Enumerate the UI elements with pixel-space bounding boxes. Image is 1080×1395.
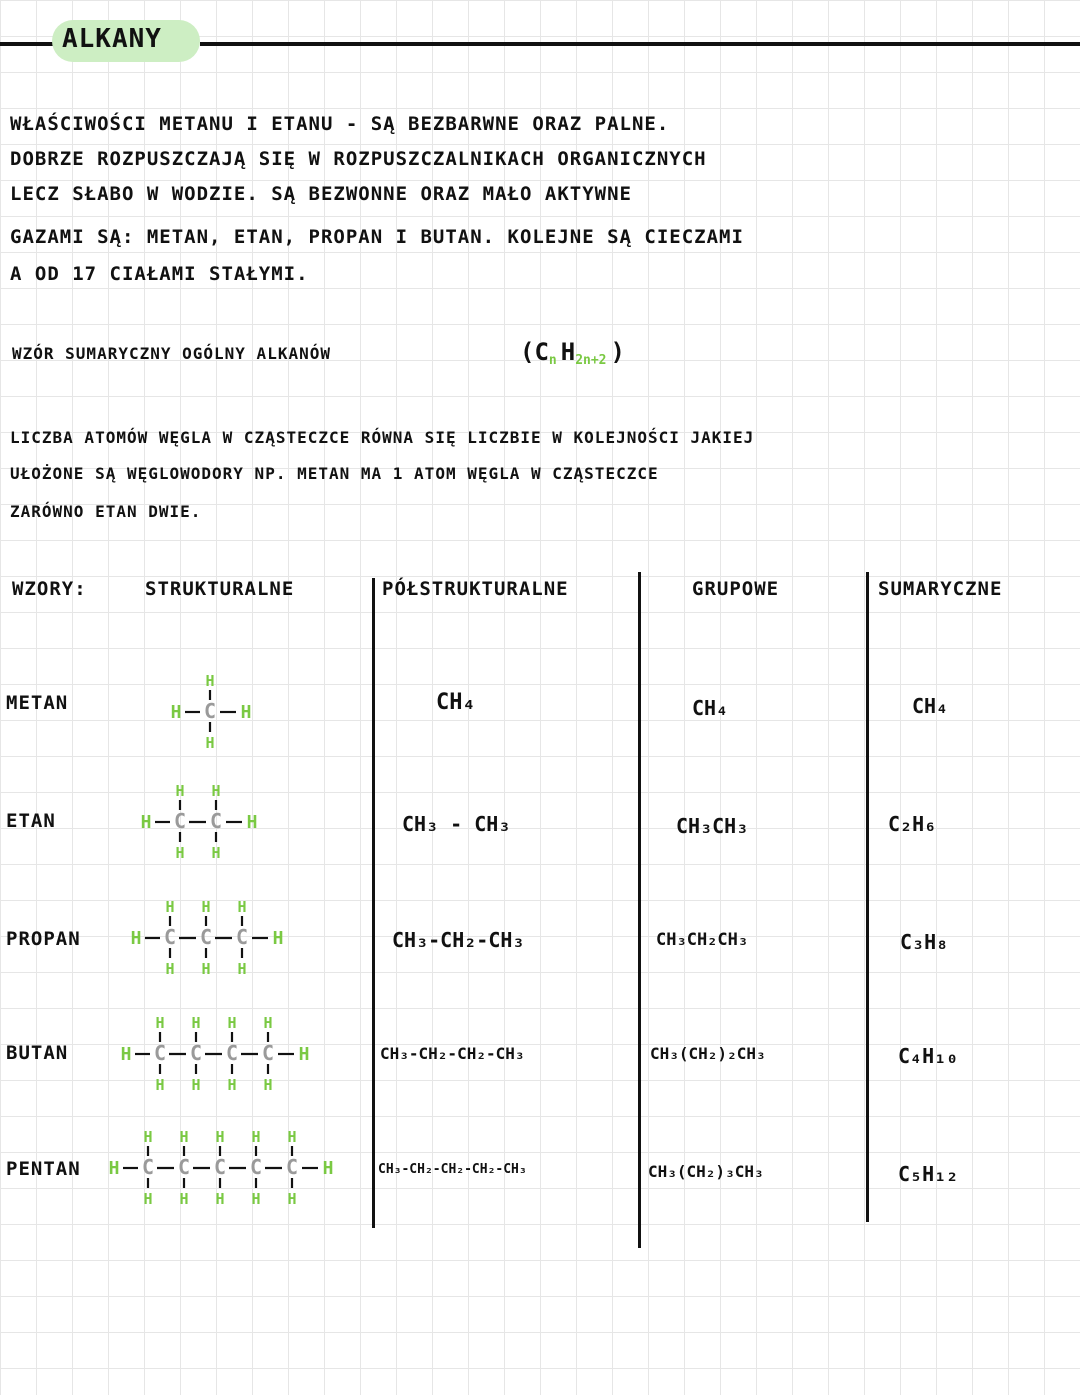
struct-2-h-left: H xyxy=(130,928,142,949)
struct-2-h-up-1: H xyxy=(201,898,211,916)
struct-2-h-down-0: H xyxy=(165,960,175,978)
struct-4-h-down-4: H xyxy=(287,1190,297,1208)
molecular-butan: C₄H₁₀ xyxy=(898,1044,959,1068)
struct-4-h-up-3: H xyxy=(251,1128,261,1146)
struct-4-h-down-0: H xyxy=(143,1190,153,1208)
properties-line-3: LECZ SŁABO W WODZIE. SĄ BEZWONNE ORAZ MAŁO AKTYWNE xyxy=(10,183,632,205)
header-group: GRUPOWE xyxy=(692,578,780,600)
group-etan: CH₃CH₃ xyxy=(676,814,749,838)
count-line-2: UŁOŻONE SĄ WĘGLOWODORY NP. METAN MA 1 ATOM WĘGLA W CZĄSTECZCE xyxy=(10,464,659,483)
row-label-pentan: PENTAN xyxy=(6,1158,81,1180)
group-metan: CH₄ xyxy=(692,696,729,720)
struct-2-c-2: C xyxy=(235,925,249,949)
semi-pentan: CH₃-CH₂-CH₂-CH₂-CH₃ xyxy=(378,1162,527,1177)
struct-3-h-up-2: H xyxy=(227,1014,237,1032)
struct-4-c-4: C xyxy=(285,1155,299,1179)
header-lead: WZORY: xyxy=(12,578,87,600)
struct-0-h-right: H xyxy=(240,702,252,723)
header-semi: PÓŁSTRUKTURALNE xyxy=(382,578,569,600)
struct-4-h-left: H xyxy=(108,1158,120,1179)
properties-line-4: GAZAMI SĄ: METAN, ETAN, PROPAN I BUTAN. KOLEJNE SĄ CIECZAMI xyxy=(10,226,744,248)
struct-4-h-down-1: H xyxy=(179,1190,189,1208)
molecular-metan: CH₄ xyxy=(912,694,949,718)
struct-4-c-1: C xyxy=(177,1155,191,1179)
struct-3-h-up-1: H xyxy=(191,1014,201,1032)
count-line-1: LICZBA ATOMÓW WĘGLA W CZĄSTECZCE RÓWNA SIĘ LICZBIE W KOLEJNOŚCI JAKIEJ xyxy=(10,428,755,447)
group-propan: CH₃CH₂CH₃ xyxy=(656,930,749,950)
struct-3-c-1: C xyxy=(189,1041,203,1065)
struct-4-h-down-2: H xyxy=(215,1190,225,1208)
struct-3-h-right: H xyxy=(298,1044,310,1065)
struct-2-h-up-0: H xyxy=(165,898,175,916)
count-line-3: ZARÓWNO ETAN DWIE. xyxy=(10,502,202,521)
struct-1-h-right: H xyxy=(246,812,258,833)
struct-3-h-left: H xyxy=(120,1044,132,1065)
molecular-propan: C₃H₈ xyxy=(900,930,949,954)
struct-3-c-2: C xyxy=(225,1041,239,1065)
struct-0-h-left: H xyxy=(170,702,182,723)
struct-4-h-down-3: H xyxy=(251,1190,261,1208)
struct-4-c-3: C xyxy=(249,1155,263,1179)
struct-3-c-3: C xyxy=(261,1041,275,1065)
molecular-pentan: C₅H₁₂ xyxy=(898,1162,959,1186)
struct-1-c-1: C xyxy=(209,809,223,833)
group-pentan: CH₃(CH₂)₃CH₃ xyxy=(648,1162,764,1181)
semi-butan: CH₃-CH₂-CH₂-CH₃ xyxy=(380,1044,525,1063)
header-structural: STRUKTURALNE xyxy=(145,578,295,600)
semi-propan: CH₃-CH₂-CH₃ xyxy=(392,928,525,952)
struct-4-h-up-4: H xyxy=(287,1128,297,1146)
general-formula-index: 2n+2 xyxy=(575,353,607,368)
row-label-butan: BUTAN xyxy=(6,1042,69,1064)
general-formula-label: WZÓR SUMARYCZNY OGÓLNY ALKANÓW xyxy=(12,344,331,363)
struct-4-c-0: C xyxy=(141,1155,155,1179)
struct-3-h-up-0: H xyxy=(155,1014,165,1032)
struct-4-h-up-2: H xyxy=(215,1128,225,1146)
properties-line-1: WŁAŚCIWOŚCI METANU I ETANU - SĄ BEZBARWNE ORAZ PALNE. xyxy=(10,113,670,135)
struct-3-h-down-2: H xyxy=(227,1076,237,1094)
struct-2-c-1: C xyxy=(199,925,213,949)
row-label-propan: PROPAN xyxy=(6,928,81,950)
struct-4-h-up-0: H xyxy=(143,1128,153,1146)
struct-3-h-up-3: H xyxy=(263,1014,273,1032)
general-formula-open: (C xyxy=(520,338,549,366)
row-label-etan: ETAN xyxy=(6,810,56,832)
struct-3-c-0: C xyxy=(153,1041,167,1065)
molecular-etan: C₂H₆ xyxy=(888,812,937,836)
page-title: ALKANY xyxy=(62,24,162,54)
semi-metan: CH₄ xyxy=(436,690,476,715)
struct-2-h-down-2: H xyxy=(237,960,247,978)
struct-0-h-up-0: H xyxy=(205,672,215,690)
general-formula-h: H xyxy=(560,338,576,366)
struct-1-h-up-0: H xyxy=(175,782,185,800)
struct-4-h-right: H xyxy=(322,1158,334,1179)
struct-2-h-up-2: H xyxy=(237,898,247,916)
struct-4-c-2: C xyxy=(213,1155,227,1179)
header-molecular: SUMARYCZNE xyxy=(878,578,1003,600)
properties-line-5: A OD 17 CIAŁAMI STAŁYMI. xyxy=(10,263,309,285)
struct-1-h-down-1: H xyxy=(211,844,221,862)
struct-2-h-down-1: H xyxy=(201,960,211,978)
general-formula-close: ) xyxy=(610,338,625,366)
struct-2-c-0: C xyxy=(163,925,177,949)
group-butan: CH₃(CH₂)₂CH₃ xyxy=(650,1044,766,1063)
row-label-metan: METAN xyxy=(6,692,69,714)
struct-0-h-down-0: H xyxy=(205,734,215,752)
structural-layer xyxy=(109,672,334,1208)
struct-0-c-0: C xyxy=(203,699,217,723)
struct-1-h-left: H xyxy=(140,812,152,833)
struct-4-h-up-1: H xyxy=(179,1128,189,1146)
struct-2-h-right: H xyxy=(272,928,284,949)
struct-3-h-down-0: H xyxy=(155,1076,165,1094)
general-formula-n: n xyxy=(548,353,557,368)
semi-etan: CH₃ - CH₃ xyxy=(402,812,511,836)
struct-3-h-down-3: H xyxy=(263,1076,273,1094)
properties-line-2: DOBRZE ROZPUSZCZAJĄ SIĘ W ROZPUSZCZALNIKACH ORGANICZNYCH xyxy=(10,148,707,170)
struct-1-h-up-1: H xyxy=(211,782,221,800)
struct-3-h-down-1: H xyxy=(191,1076,201,1094)
struct-1-c-0: C xyxy=(173,809,187,833)
struct-1-h-down-0: H xyxy=(175,844,185,862)
